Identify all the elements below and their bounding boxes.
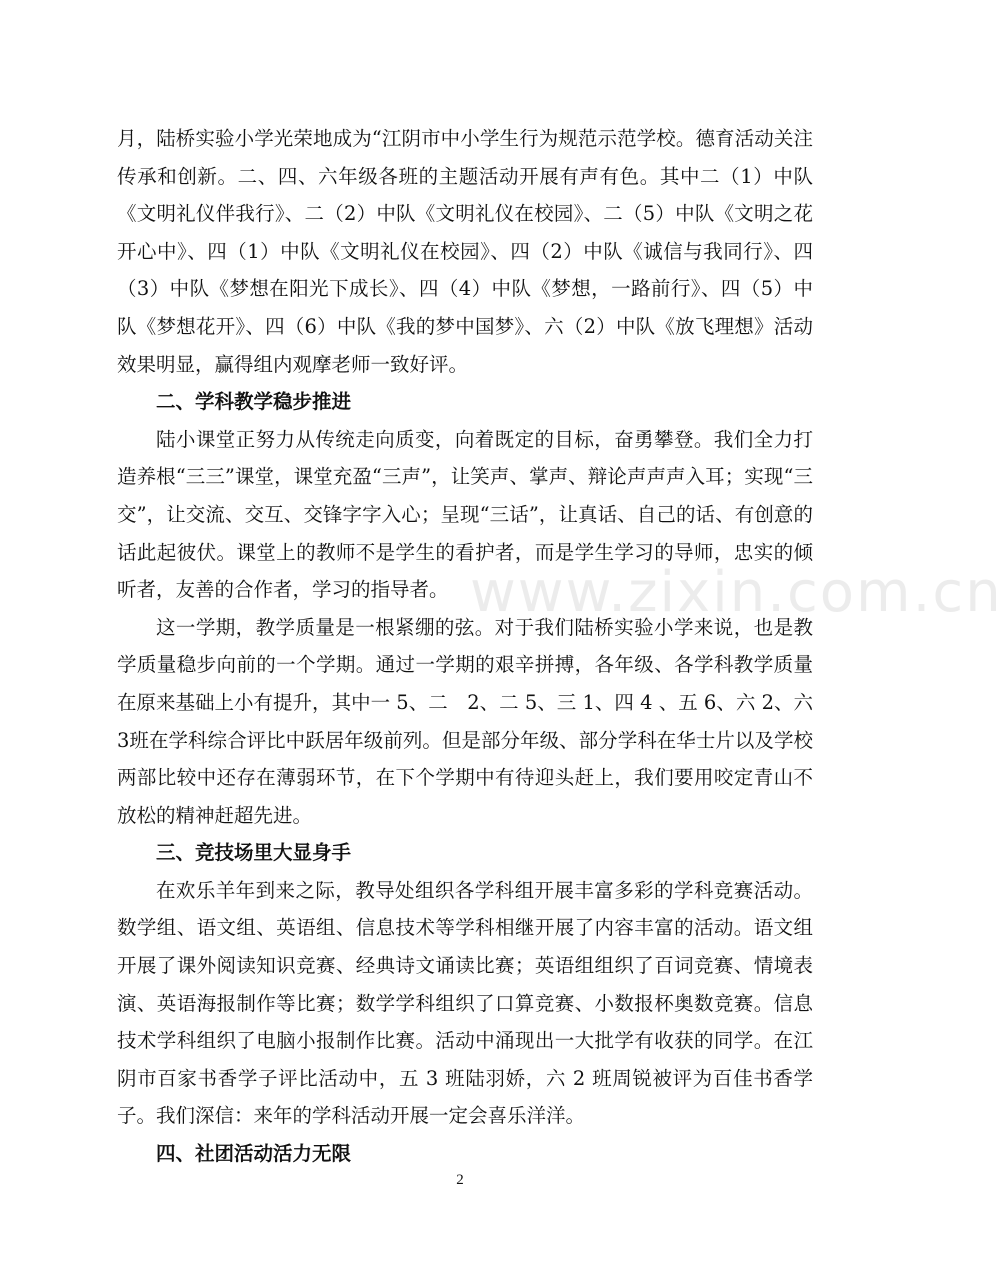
watermark: www.zixin.com.cn xyxy=(470,560,1003,625)
paragraph-4: 在欢乐羊年到来之际，教导处组织各学科组开展丰富多彩的学科竞赛活动。数学组、语文组、英语组、信息技术等学科相继开展了内容丰富的活动。语文组开展了课外阅读知识竞赛、经典诗文诵读比赛；英语组组织了百词竞赛、情境表演、英语海报制作等比赛；数学学科组织了口算竞赛、小数报杯奥数竞赛。信息技术学科组织了电脑小报制作比赛。活动中涌现出一大批学有收获的同学。在江阴市百家书香学子评比活动中，五 3 班陆羽娇，六 2 班周锐被评为百佳书香学子。我们深信：来年的学科活动开展一定会喜乐洋洋。 xyxy=(117,878,813,1128)
paragraph-2: 陆小课堂正努力从传统走向质变，向着既定的目标，奋勇攀登。我们全力打造养根“三三”课堂，课堂充盈“三声”，让笑声、掌声、辩论声声声入耳；实现“三交”，让交流、交互、交锋字字入心；呈现“三话”，让真话、自己的话、有创意的话此起彼伏。课堂上的教师不是学生的看护者，而是学生学习的导师，忠实的倾听者，友善的合作者，学习的指导者。 xyxy=(117,427,813,602)
section-heading-3: 三、竞技场里大显身手 xyxy=(156,841,352,865)
paragraph-3: 这一学期，教学质量是一根紧绷的弦。对于我们陆桥实验小学来说，也是教学质量稳步向前的一个学期。通过一学期的艰辛拼搏，各年级、各学科教学质量在原来基础上小有提升，其中一 5、二 2、二 5、三 1、四 4 、五 6、六 2、六 3班在学科综合评比中跃居年级前列。但是部分年级、部分学科在华士片以及学校两部比较中还存在薄弱环节，在下个学期中有待迎头赶上，我们要用咬定青山不放松的精神赶超先进。 xyxy=(117,615,813,827)
body-text xyxy=(117,120,813,1173)
section-heading-2: 二、学科教学稳步推进 xyxy=(156,390,352,414)
page-number: 2 xyxy=(456,1172,464,1188)
section-heading-4: 四、社团活动活力无限 xyxy=(156,1142,352,1166)
paragraph-1: 月，陆桥实验小学光荣地成为“江阴市中小学生行为规范示范学校。德育活动关注传承和创新。二、四、六年级各班的主题活动开展有声有色。其中二（1）中队《文明礼仪伴我行》、二（2）中队《文明礼仪在校园》、二（5）中队《文明之花开心中》、四（1）中队《文明礼仪在校园》、四（2）中队《诚信与我同行》、四（3）中队《梦想在阳光下成长》、四（4）中队《梦想，一路前行》、四（5）中队《梦想花开》、四（6）中队《我的梦中国梦》、六（2）中队《放飞理想》活动效果明显，赢得组内观摩老师一致好评。 xyxy=(117,127,813,376)
